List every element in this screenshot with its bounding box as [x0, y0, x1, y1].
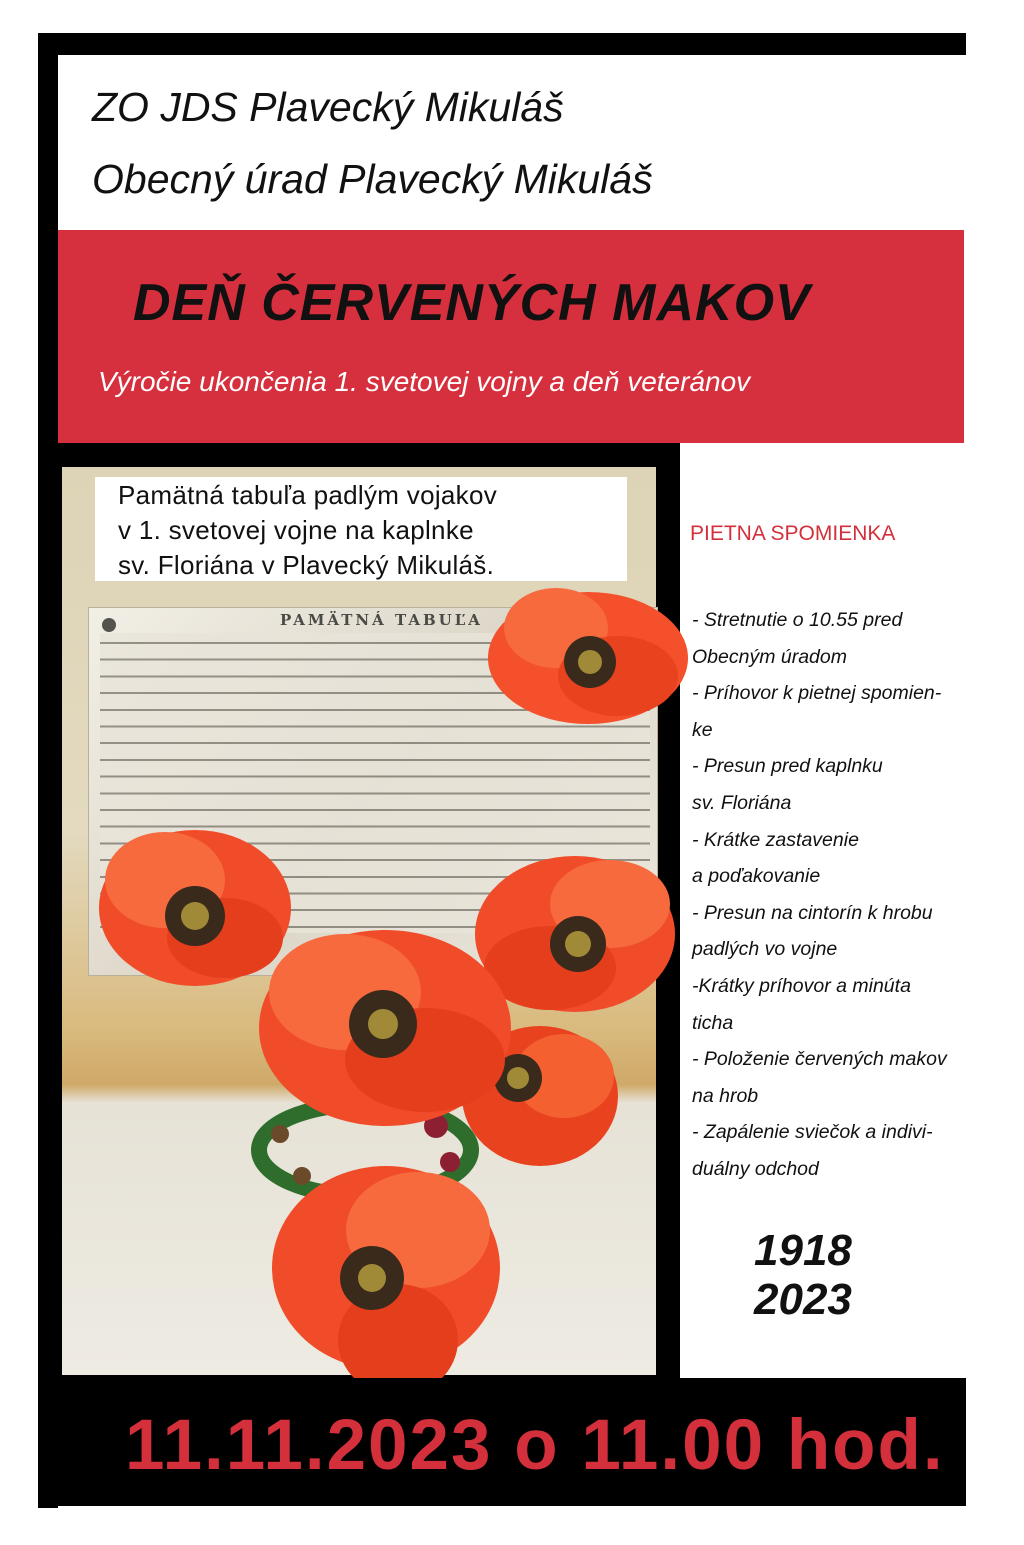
program-list — [692, 606, 992, 1192]
program-line: - Presun pred kaplnku — [692, 755, 883, 778]
program-line: - Príhovor k pietnej spomien- — [692, 682, 942, 705]
program-line: Obecným úradom — [692, 645, 847, 668]
anniversary-years — [754, 1226, 852, 1324]
frame-left-bar — [38, 33, 58, 1508]
program-line: - Krátke zastavenie — [692, 828, 859, 851]
organizer-line-2: Obecný úrad Plavecký Mikuláš — [92, 156, 653, 202]
program-line: padlých vo vojne — [692, 938, 838, 961]
event-date-time: 11.11.2023 o 11.00 hod. — [125, 1406, 945, 1485]
program-line: ticha — [692, 1011, 734, 1034]
program-heading: PIETNA SPOMIENKA — [690, 522, 896, 545]
poppy-flower-icon — [478, 580, 690, 730]
program-line: na hrob — [692, 1084, 759, 1107]
program-line: ke — [692, 718, 713, 741]
program-line: -Krátky príhovor a minúta — [692, 974, 911, 997]
title-banner — [58, 230, 964, 443]
program-line: - Stretnutie o 10.55 pred — [692, 609, 903, 631]
program-line: - Presun na cintorín k hrobu — [692, 901, 933, 924]
plaque-title: PAMÄTNÁ TABUĽA — [280, 611, 483, 629]
photo-caption-line-2: v 1. svetovej vojne na kaplnke — [118, 515, 474, 545]
frame-top-bar — [38, 33, 966, 55]
program-line: duálny odchod — [692, 1157, 819, 1180]
organizer-line-1: ZO JDS Plavecký Mikuláš — [92, 84, 564, 130]
photo-caption-line-1: Pamätná tabuľa padlým vojakov — [118, 480, 498, 510]
poppy-flower-icon — [255, 920, 515, 1130]
year-start: 1918 — [754, 1226, 852, 1275]
program-line: - Zapálenie sviečok a indivi- — [692, 1121, 933, 1144]
year-end: 2023 — [754, 1275, 852, 1324]
program-line: - Položenie červených makov — [692, 1048, 947, 1071]
event-title: DEŇ ČERVENÝCH MAKOV — [133, 274, 811, 332]
plaque-bolt — [102, 618, 116, 632]
event-subtitle: Výročie ukončenia 1. svetovej vojny a deň veteránov — [98, 366, 751, 397]
poppy-flower-icon — [268, 1160, 508, 1400]
photo-caption-line-3: sv. Floriána v Plavecký Mikuláš. — [118, 550, 495, 580]
program-line: a poďakovanie — [692, 865, 821, 888]
program-line: sv. Floriána — [692, 791, 792, 814]
